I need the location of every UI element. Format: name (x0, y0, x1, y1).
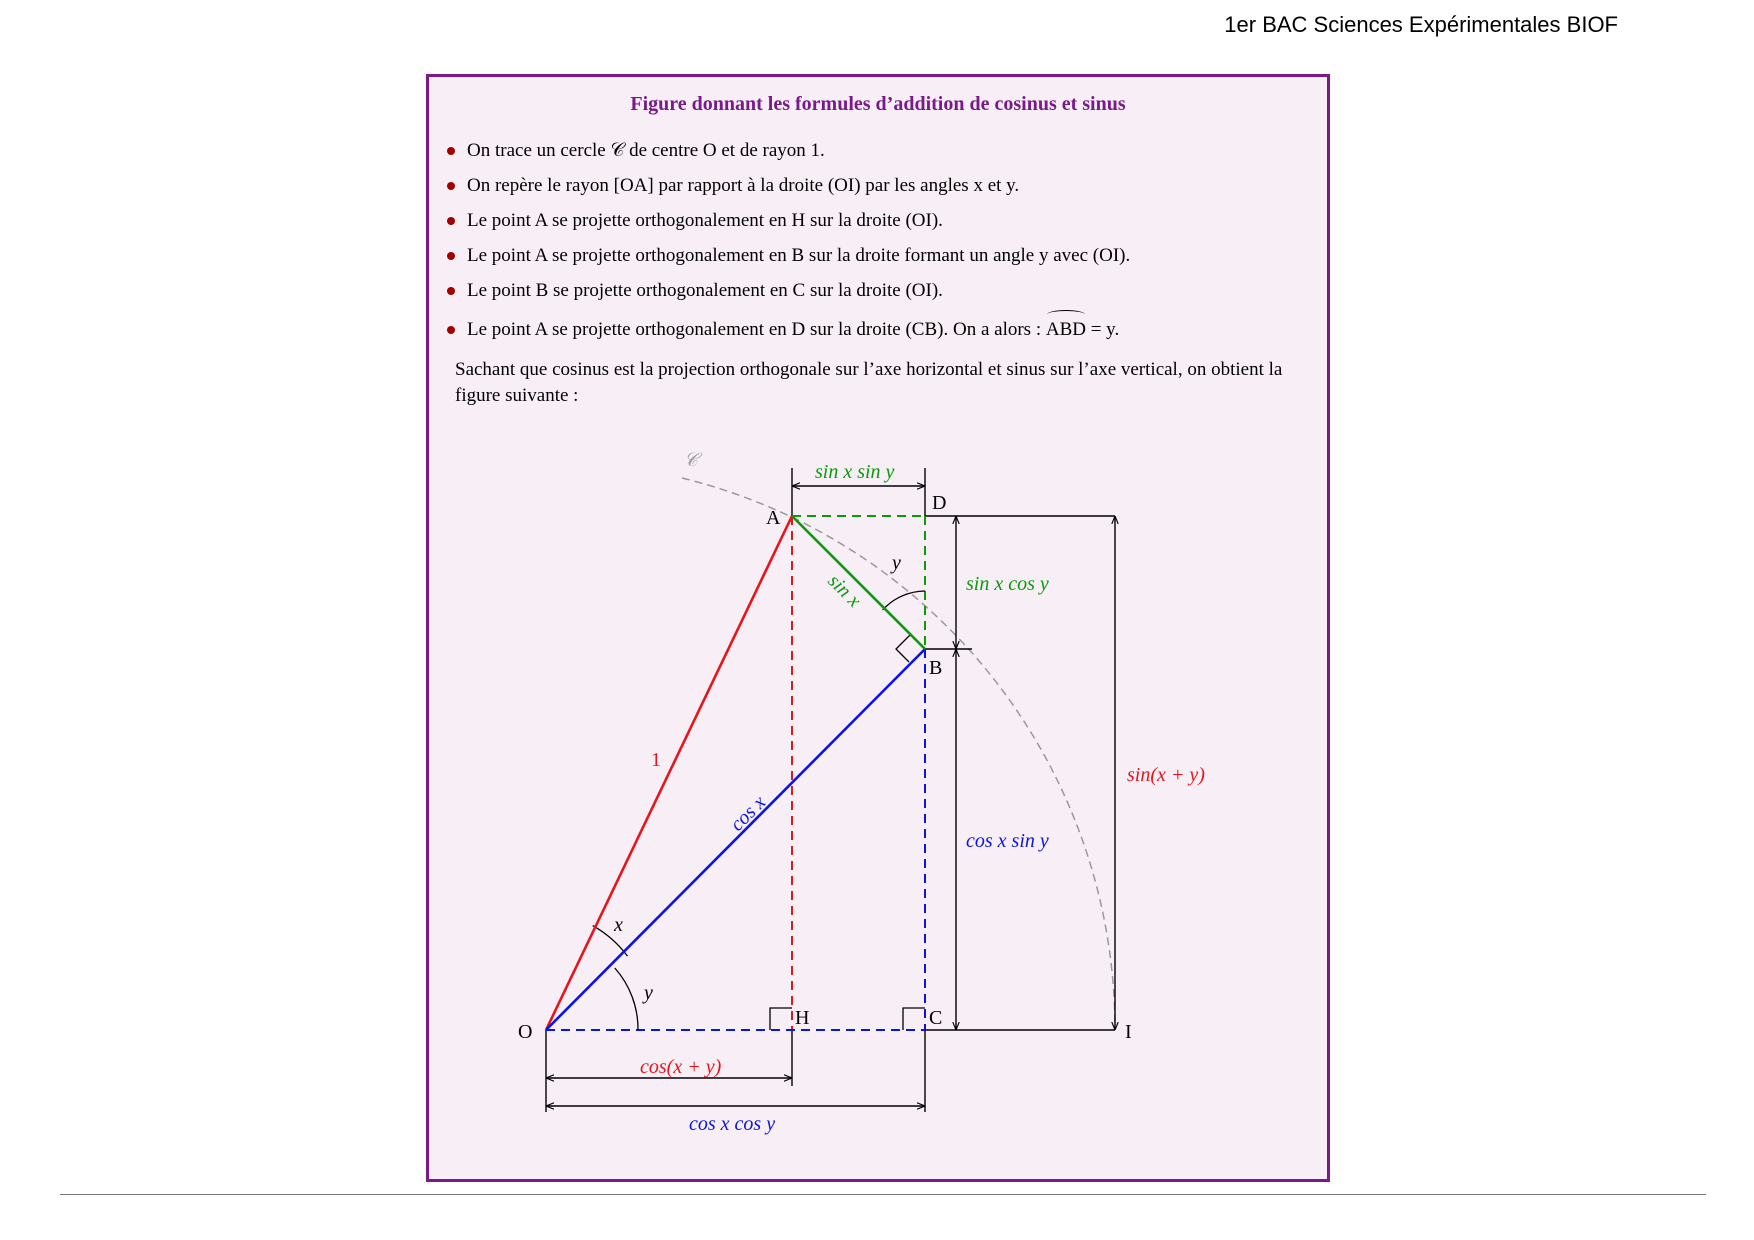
label-sinx-siny: sin x sin y (815, 461, 895, 483)
point-label-A: A (766, 507, 781, 529)
segment-AB (792, 516, 925, 649)
bullet-item: On repère le rayon [OA] par rapport à la droite (OI) par les angles x et y. (443, 168, 1313, 203)
header-label: 1er BAC Sciences Expérimentales BIOF (1224, 12, 1618, 37)
bullet-item: Le point A se projette orthogonalement en H sur la droite (OI). (443, 203, 1313, 238)
angle-label-y-at-B: y (892, 552, 901, 574)
circle-label: 𝒞 (684, 450, 698, 471)
angle-label-y: y (644, 982, 653, 1004)
explanation-paragraph: Sachant que cosinus est la projection orthogonale sur l’axe horizontal et sinus sur l’axe vertical, on obtient la figure suivante : (455, 359, 1283, 406)
angle-abd: ABD (1046, 312, 1086, 347)
label-cosx-cosy: cos x cos y (689, 1113, 776, 1135)
angle-equation: = y. (1085, 319, 1120, 340)
sin-x-label: sin x (823, 569, 866, 612)
point-label-B: B (929, 657, 943, 679)
label-cos-sum: cos(x + y) (640, 1056, 722, 1078)
segment-OA (546, 516, 792, 1030)
right-angle-H (770, 1008, 792, 1030)
cos-x-label: cos x (725, 791, 771, 836)
angle-label-x: x (614, 914, 623, 936)
label-sin-sum: sin(x + y) (1127, 764, 1205, 786)
right-angle-C (903, 1008, 925, 1030)
point-label-C: C (929, 1007, 943, 1029)
bullet-item: On trace un cercle 𝒞 de centre O et de rayon 1. (443, 133, 1313, 168)
angle-arc-y-at-B (883, 591, 925, 610)
segment-OB (546, 649, 925, 1030)
point-label-D: D (932, 492, 947, 514)
bottom-rule (60, 1194, 1706, 1195)
label-sinx-cosy: sin x cos y (966, 573, 1049, 595)
label-cosx-siny: cos x sin y (966, 830, 1049, 852)
point-label-O: O (518, 1021, 533, 1043)
point-label-H: H (795, 1007, 810, 1029)
angle-arc-y (615, 968, 638, 1030)
right-angle-B (896, 635, 910, 662)
frame-title: Figure donnant les formules d’addition de cosinus et sinus (630, 93, 1126, 115)
radius-label: 1 (651, 749, 661, 771)
point-label-I: I (1125, 1021, 1132, 1043)
bullet-text: Le point A se projette orthogonalement en D sur la droite (CB). On a alors : (467, 319, 1046, 340)
bullet-item: Le point A se projette orthogonalement en B sur la droite formant un angle y avec (OI). (443, 238, 1313, 273)
bullet-item: Le point B se projette orthogonalement en C sur la droite (OI). (443, 273, 1313, 308)
